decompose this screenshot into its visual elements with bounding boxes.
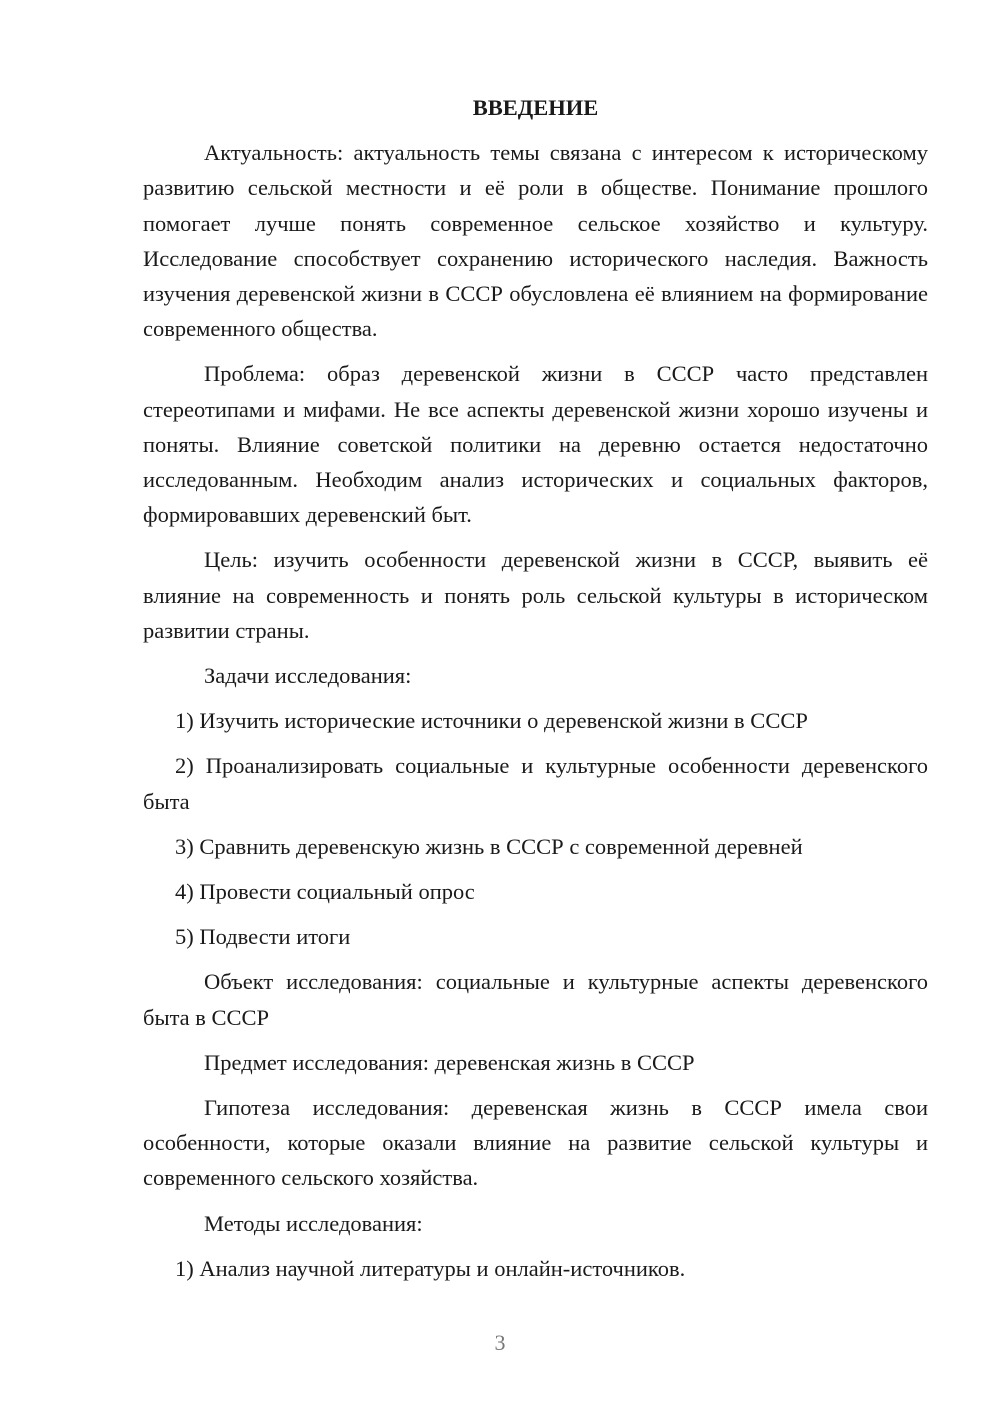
task-item-5: 5) Подвести итоги: [175, 924, 351, 950]
page-number: 3: [494, 1330, 506, 1355]
relevance-paragraph: Актуальность: актуальность темы связана с интересом к историческому развитию сельской местности и её роли в обществе. Понимание прошлого помогает лучше понять современное сельское хозяйство и культуру. Исследование способствует сохранению исторического наследия. Важность изучения деревенской жизни в СССР обусловлена её влиянием на формирование современного общества.: [143, 140, 928, 342]
task-item-4: 4) Провести социальный опрос: [175, 879, 475, 905]
task-item-1: 1) Изучить исторические источники о деревенской жизни в СССР: [175, 708, 808, 734]
object-paragraph: Объект исследования: социальные и культурные аспекты деревенского быта в СССР: [143, 969, 928, 1030]
goal-paragraph: Цель: изучить особенности деревенской жизни в СССР, выявить её влияние на современность и понять роль сельской культуры в историческом развитии страны.: [143, 547, 928, 643]
task-item-2: 2) Проанализировать социальные и культурные особенности деревенского быта: [143, 753, 928, 814]
subject-paragraph: Предмет исследования: деревенская жизнь в СССР: [204, 1049, 695, 1075]
method-item-1: 1) Анализ научной литературы и онлайн-источников.: [175, 1255, 686, 1281]
problem-paragraph: Проблема: образ деревенской жизни в СССР часто представлен стереотипами и мифами. Не все аспекты деревенской жизни хорошо изучены и поняты. Влияние советской политики на деревню остается недостаточно исследованным. Необходим анализ исторических и социальных факторов, формировавших деревенский быт.: [143, 361, 928, 528]
page-title: ВВЕДЕНИЕ: [472, 95, 599, 120]
tasks-heading: Задачи исследования:: [204, 663, 412, 689]
task-item-3: 3) Сравнить деревенскую жизнь в СССР с современной деревней: [175, 833, 803, 859]
hypothesis-paragraph: Гипотеза исследования: деревенская жизнь в СССР имела свои особенности, которые оказали влияние на развитие сельской культуры и современного сельского хозяйства.: [143, 1095, 928, 1191]
methods-heading: Методы исследования:: [204, 1210, 423, 1236]
document-page: [143, 90, 928, 1296]
